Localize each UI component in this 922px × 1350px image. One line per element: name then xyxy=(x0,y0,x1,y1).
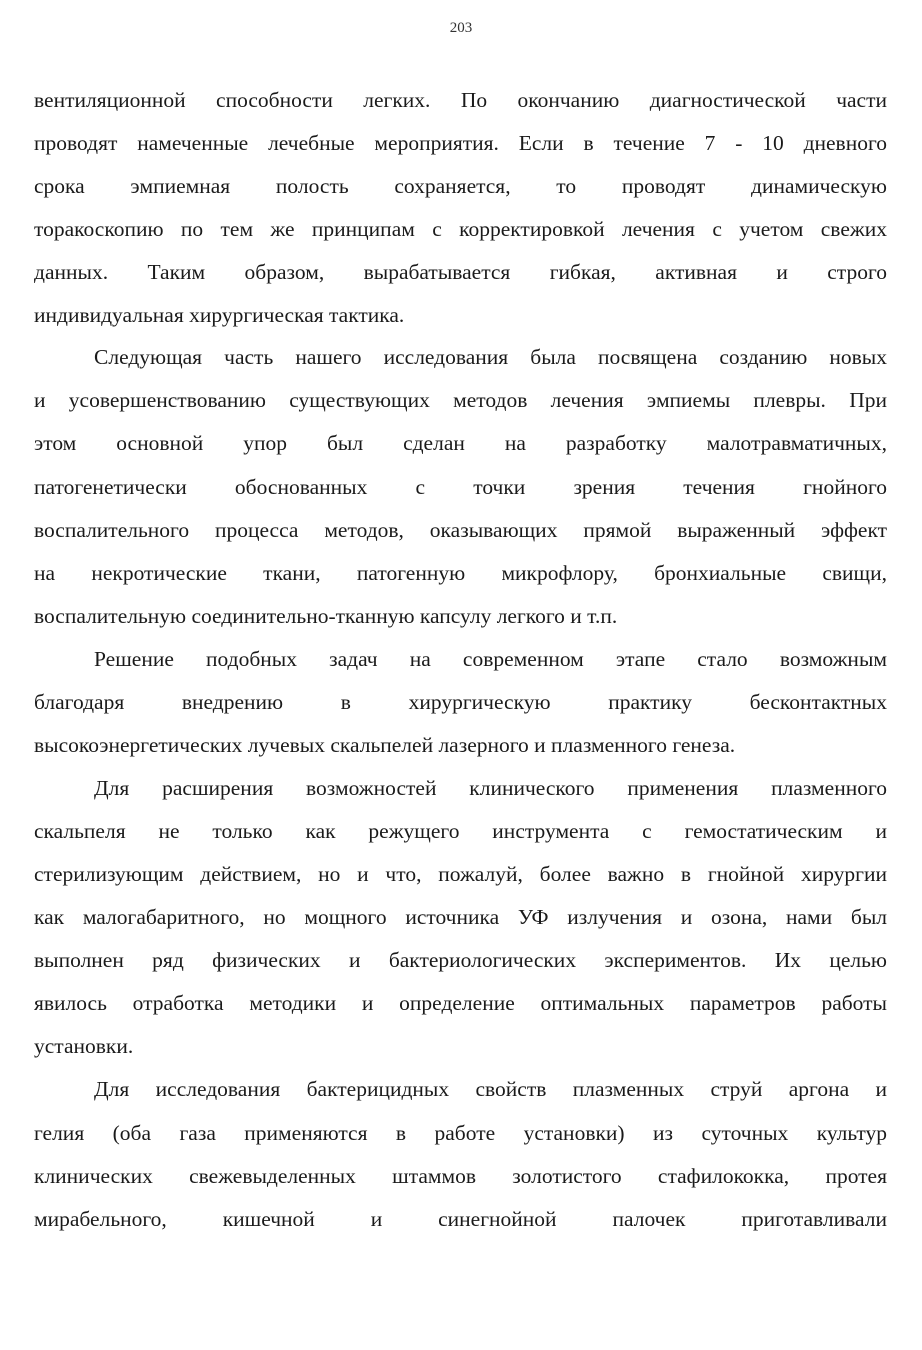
paragraph-first-line: Для исследования бактерицидных свойств плазменных струй аргона и xyxy=(94,1077,887,1101)
page-number: 203 xyxy=(449,20,473,36)
text-line: установки. xyxy=(34,1034,134,1058)
text-line: индивидуальная хирургическая тактика. xyxy=(34,303,405,327)
text-line: данных. Таким образом, вырабатывается гибкая, активная и строго xyxy=(34,260,887,284)
text-line: срока эмпиемная полость сохраняется, то проводят динамическую xyxy=(34,174,887,198)
paragraph-first-line: Следующая часть нашего исследования была посвящена созданию новых xyxy=(94,345,887,369)
text-line: мирабельного, кишечной и синегнойной палочек приготавливали xyxy=(34,1207,887,1231)
text-line: скальпеля не только как режущего инструмента с гемостатическим и xyxy=(34,819,887,843)
text-line: проводят намеченные лечебные мероприятия. Если в течение 7 - 10 дневного xyxy=(34,131,887,155)
text-line: воспалительную соединительно-тканную капсулу легкого и т.п. xyxy=(34,604,618,628)
text-line: торакоскопию по тем же принципам с корректировкой лечения с учетом свежих xyxy=(34,217,887,241)
text-line: благодаря внедрению в хирургическую практику бесконтактных xyxy=(34,690,887,714)
text-line: гелия (оба газа применяются в работе установки) из суточных культур xyxy=(34,1121,887,1145)
text-line: высокоэнергетических лучевых скальпелей лазерного и плазменного генеза. xyxy=(34,733,736,757)
text-line: клинических свежевыделенных штаммов золотистого стафилококка, протея xyxy=(34,1164,887,1188)
text-line: выполнен ряд физических и бактериологических экспериментов. Их целью xyxy=(34,948,887,972)
text-line: этом основной упор был сделан на разработку малотравматичных, xyxy=(34,431,887,455)
text-line: стерилизующим действием, но и что, пожалуй, более важно в гнойной хирургии xyxy=(34,862,887,886)
text-line: как малогабаритного, но мощного источника УФ излучения и озона, нами был xyxy=(34,905,887,929)
text-line: на некротические ткани, патогенную микрофлору, бронхиальные свищи, xyxy=(34,561,887,585)
text-line: и усовершенствованию существующих методов лечения эмпиемы плевры. При xyxy=(34,388,887,412)
text-line: воспалительного процесса методов, оказывающих прямой выраженный эффект xyxy=(34,518,887,542)
paragraph-first-line: Для расширения возможностей клинического применения плазменного xyxy=(94,776,887,800)
text-line: вентиляционной способности легких. По окончанию диагностической части xyxy=(34,88,887,112)
text-line: явилось отработка методики и определение оптимальных параметров работы xyxy=(34,991,887,1015)
paragraph-first-line: Решение подобных задач на современном этапе стало возможным xyxy=(94,647,887,671)
text-line: патогенетически обоснованных с точки зрения течения гнойного xyxy=(34,475,887,499)
